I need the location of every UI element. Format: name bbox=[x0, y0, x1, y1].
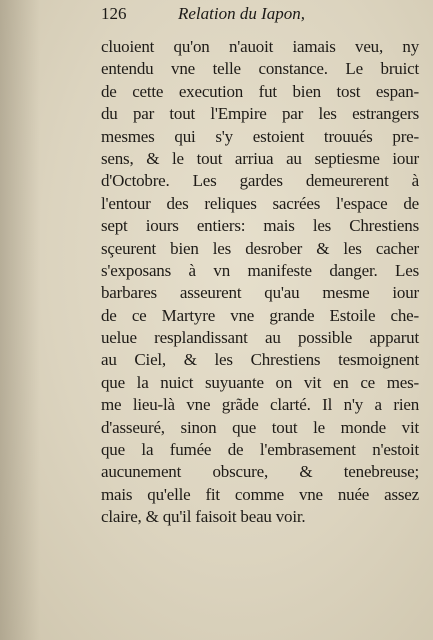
text-line: sçeurent bien les desrober & les cacher bbox=[101, 238, 419, 258]
text-line: l'entour des reliques sacrées l'espace de bbox=[101, 193, 419, 213]
text-line: du par tout l'Empire par les estrangers bbox=[101, 104, 419, 124]
text-line: mesmes qui s'y estoient trouués pre- bbox=[101, 126, 419, 146]
running-head: Relation du Iapon, bbox=[178, 4, 306, 23]
text-line: sept iours entiers: mais les Chrestiens bbox=[101, 216, 419, 236]
text-line: que la fumée de l'embrasement n'estoit bbox=[101, 440, 419, 460]
text-line: au Ciel, & les Chrestiens tesmoignent bbox=[101, 350, 419, 370]
page-number: 126 bbox=[101, 4, 127, 23]
text-line: que la nuict suyuante on vit en ce mes- bbox=[101, 372, 419, 392]
text-line: entendu vne telle constance. Le bruict bbox=[101, 59, 419, 79]
text-line: aucunement obscure, & tenebreuse; bbox=[101, 462, 419, 482]
body-text bbox=[101, 36, 419, 529]
text-line: d'Octobre. Les gardes demeurerent à bbox=[101, 171, 419, 191]
text-line: de cette execution fut bien tost espan- bbox=[101, 81, 419, 101]
text-line: uelue resplandissant au possible apparut bbox=[101, 328, 419, 348]
gutter-shadow bbox=[0, 0, 40, 640]
text-line: barbares asseurent qu'au mesme iour bbox=[101, 283, 419, 303]
text-line: d'asseuré, sinon que tout le monde vit bbox=[101, 417, 419, 437]
text-line: sens, & le tout arriua au septiesme iour bbox=[101, 148, 419, 168]
page-header bbox=[101, 2, 401, 26]
text-line: claire, & qu'il faisoit beau voir. bbox=[101, 507, 306, 527]
text-line: de ce Martyre vne grande Estoile che- bbox=[101, 305, 419, 325]
text-line: cluoient qu'on n'auoit iamais veu, ny bbox=[101, 37, 419, 56]
text-line: me lieu-là vne grãde clarté. Il n'y a rien bbox=[101, 395, 419, 415]
text-line: s'exposans à vn manifeste danger. Les bbox=[101, 260, 419, 280]
text-line: mais qu'elle fit comme vne nuée assez bbox=[101, 484, 419, 504]
